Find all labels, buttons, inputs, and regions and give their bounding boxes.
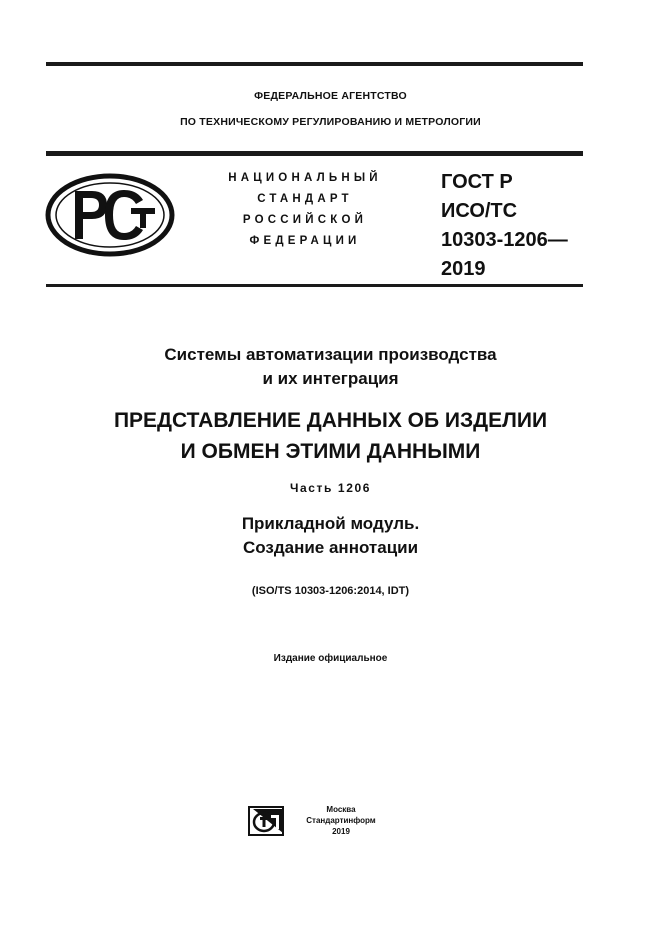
standartinform-logo-icon: [247, 805, 287, 837]
header-bottom-rule: [46, 284, 583, 287]
gost-code-line-3: 10303-1206—: [441, 229, 568, 251]
part-number: Часть 1206: [289, 481, 372, 495]
iso-reference: (ISO/TS 10303-1206:2014, IDT): [251, 585, 410, 597]
national-standard-text: [205, 168, 405, 252]
gost-code-line-2: ИСО/ТС: [441, 200, 518, 222]
top-rule: [46, 62, 583, 66]
gost-code-line-1: ГОСТ Р: [441, 171, 513, 193]
publisher-name: Стандартинформ: [306, 816, 376, 825]
rst-gost-seal-icon: [45, 173, 175, 257]
subtitle-line-1: Системы автоматизации производства: [164, 345, 497, 364]
edition-note: Издание официальное: [273, 653, 388, 664]
national-line-4: ФЕДЕРАЦИИ: [249, 235, 361, 247]
publisher-city: Москва: [326, 805, 356, 814]
agency-line-1: ФЕДЕРАЛЬНОЕ АГЕНТСТВО: [254, 90, 407, 102]
national-line-2: СТАНДАРТ: [257, 193, 353, 205]
gost-code: [441, 168, 568, 284]
national-line-3: РОССИЙСКОЙ: [242, 214, 368, 226]
header-top-rule: [46, 151, 583, 156]
publisher-info: [296, 804, 386, 837]
publisher-year: 2019: [332, 827, 350, 836]
main-title-line-2: И ОБМЕН ЭТИМИ ДАННЫМИ: [180, 440, 481, 463]
module-line-2: Создание аннотации: [242, 538, 419, 557]
module-line-1: Прикладной модуль.: [241, 514, 420, 533]
gost-code-line-4: 2019: [441, 258, 486, 280]
main-title-line-1: ПРЕДСТАВЛЕНИЕ ДАННЫХ ОБ ИЗДЕЛИИ: [113, 409, 548, 432]
subtitle-line-2: и их интеграция: [262, 369, 399, 388]
national-line-1: НАЦИОНАЛЬНЫЙ: [228, 172, 382, 184]
agency-line-2: ПО ТЕХНИЧЕСКОМУ РЕГУЛИРОВАНИЮ И МЕТРОЛОГИИ: [180, 116, 481, 128]
